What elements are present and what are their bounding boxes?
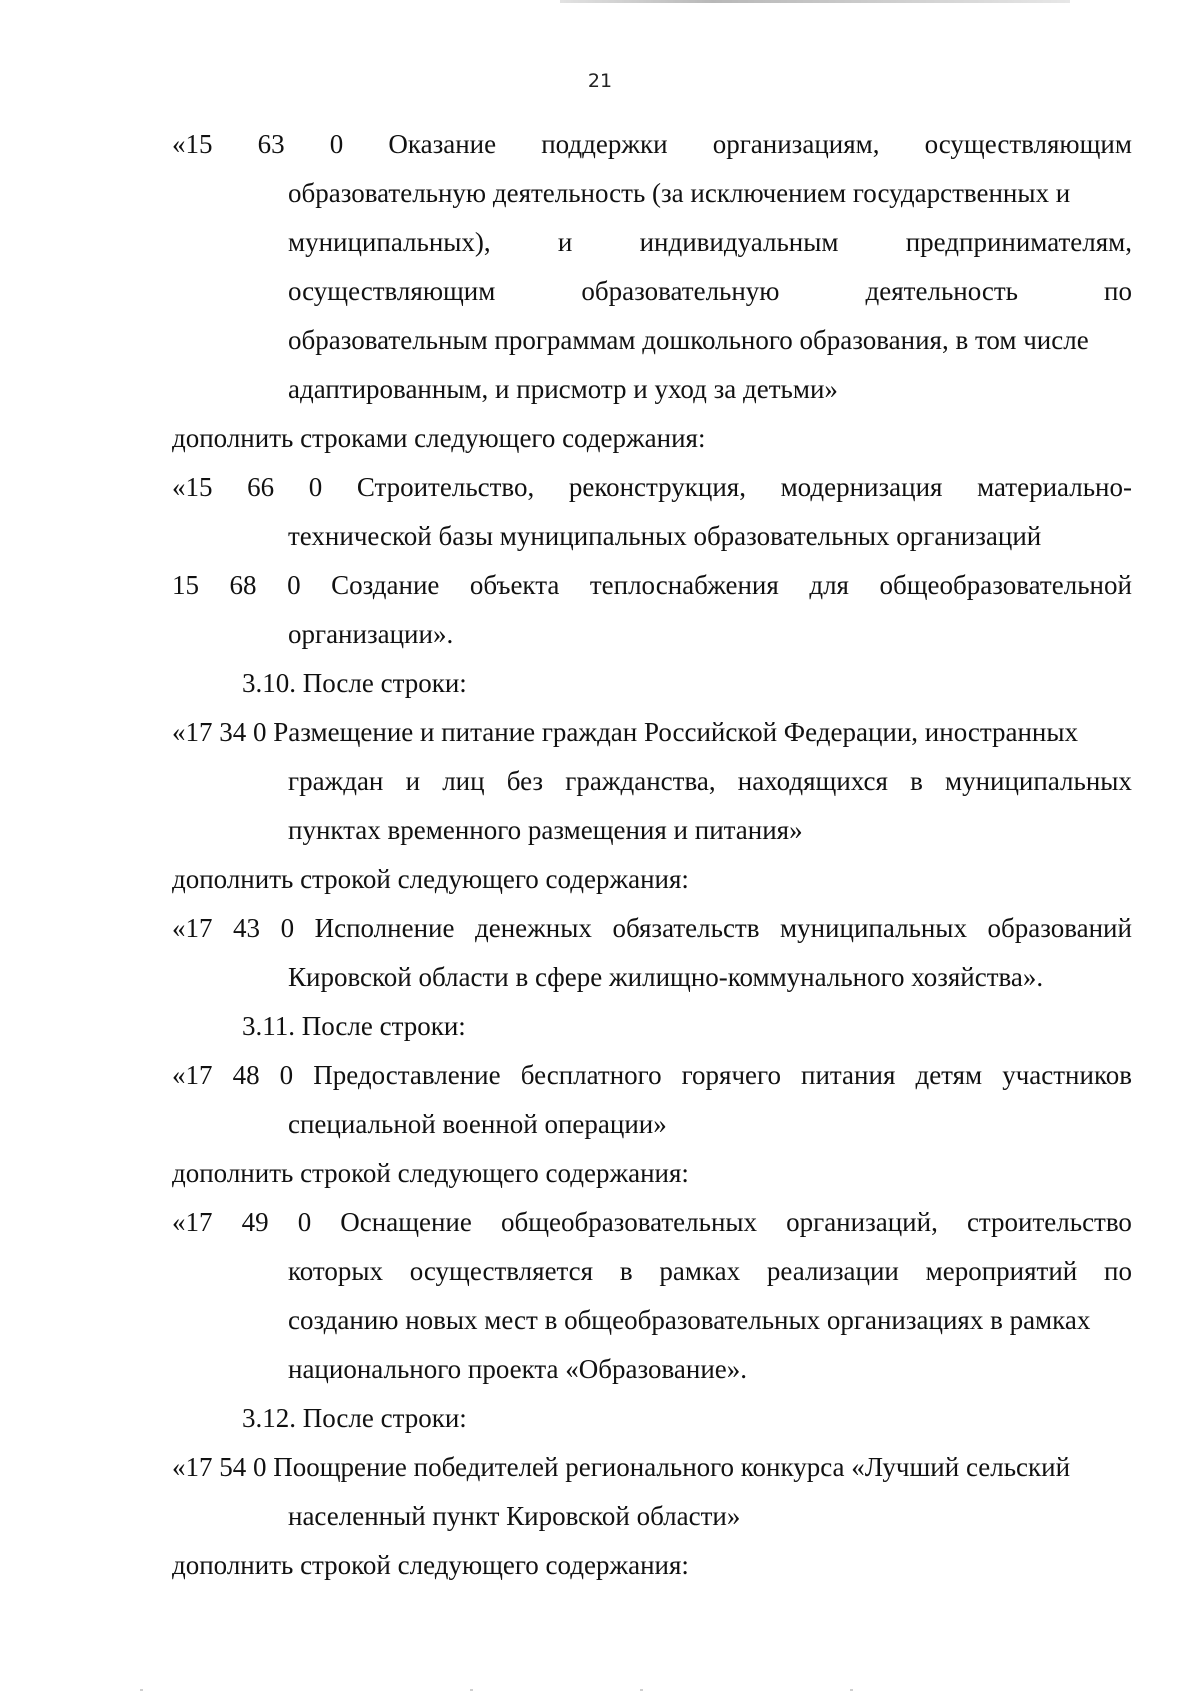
scan-speck (140, 1689, 143, 1691)
word: модернизация (780, 472, 943, 502)
line-29: населенный пункт Кировской области» (288, 1501, 741, 1531)
line-5: образовательным программам дошкольного образования, в том числе (288, 325, 1089, 355)
line-21: специальной военной операции» (288, 1109, 667, 1139)
line-15: пунктах временного размещения и питания» (288, 815, 803, 845)
line-11: организации». (288, 619, 454, 649)
scan-speck (470, 1689, 473, 1691)
word: рамках (659, 1256, 741, 1286)
word: «17 (172, 1207, 213, 1237)
word: граждан (288, 766, 384, 796)
word: Оказание (388, 129, 497, 159)
word: предпринимателям, (905, 227, 1132, 257)
word: детям (915, 1060, 983, 1090)
page-number: 21 (587, 70, 613, 92)
word: без (506, 766, 544, 796)
word: участников (1002, 1060, 1132, 1090)
scan-bottom-artifact (0, 1689, 1200, 1693)
word: гражданства, (565, 766, 716, 796)
word: 48 (232, 1060, 260, 1090)
word: 0 (329, 129, 344, 159)
line-13: «17 34 0 Размещение и питание граждан Российской Федерации, иностранных (172, 717, 1079, 747)
line-14 (288, 757, 1132, 806)
word: образований (987, 913, 1132, 943)
word: 0 (287, 570, 301, 600)
word: и (405, 766, 421, 796)
word: «15 (172, 472, 213, 502)
word: муниципальных), (288, 227, 491, 257)
line-1 (172, 120, 1132, 169)
word: 0 (280, 913, 295, 943)
line-19: 3.11. После строки: (242, 1011, 466, 1041)
word: реализации (766, 1256, 899, 1286)
word: Создание (331, 570, 440, 600)
word: организациям, (712, 129, 880, 159)
line-4 (288, 267, 1132, 316)
line-30: дополнить строкой следующего содержания: (172, 1550, 689, 1580)
word: 0 (279, 1060, 294, 1090)
word: и (557, 227, 573, 257)
word: муниципальных (780, 913, 967, 943)
word: осуществляется (409, 1256, 594, 1286)
line-22: дополнить строкой следующего содержания: (172, 1158, 689, 1188)
line-23 (172, 1198, 1132, 1247)
word: Исполнение (314, 913, 455, 943)
document-body (172, 120, 1132, 1590)
word: мероприятий (925, 1256, 1078, 1286)
word: образовательную (581, 276, 780, 306)
word: «15 (172, 129, 213, 159)
line-9: технической базы муниципальных образовательных организаций (288, 521, 1042, 551)
line-3 (288, 218, 1132, 267)
word: в (910, 766, 923, 796)
word: денежных (475, 913, 592, 943)
word: общеобразовательной (879, 570, 1132, 600)
word: материально- (977, 472, 1132, 502)
word: которых (288, 1256, 383, 1286)
line-24 (288, 1247, 1132, 1296)
line-2: образовательную деятельность (за исключением государственных и (288, 178, 1071, 208)
word: 0 (308, 472, 323, 502)
line-27: 3.12. После строки: (242, 1403, 467, 1433)
word: бесплатного (520, 1060, 662, 1090)
word: осуществляющим (924, 129, 1132, 159)
line-8 (172, 463, 1132, 512)
word: «17 (172, 1060, 213, 1090)
word: поддержки (541, 129, 668, 159)
line-25: созданию новых мест в общеобразовательных организациях в рамках (288, 1305, 1091, 1335)
word: 66 (247, 472, 275, 502)
line-20 (172, 1051, 1132, 1100)
word: горячего (681, 1060, 781, 1090)
word: объекта (469, 570, 560, 600)
word: Оснащение (340, 1207, 472, 1237)
line-17 (172, 904, 1132, 953)
word: «17 (172, 913, 213, 943)
word: муниципальных (945, 766, 1132, 796)
word: питания (801, 1060, 896, 1090)
word: 49 (241, 1207, 269, 1237)
word: по (1104, 276, 1132, 306)
line-10 (172, 561, 1132, 610)
line-26: национального проекта «Образование». (288, 1354, 748, 1384)
line-18: Кировской области в сфере жилищно-коммунального хозяйства». (288, 962, 1044, 992)
word: теплоснабжения (589, 570, 779, 600)
word: 0 (297, 1207, 312, 1237)
scan-speck (850, 1689, 853, 1691)
line-16: дополнить строкой следующего содержания: (172, 864, 689, 894)
word: обязательств (612, 913, 760, 943)
word: Предоставление (313, 1060, 501, 1090)
word: строительство (966, 1207, 1132, 1237)
word: 15 (172, 570, 199, 600)
word: Строительство, (356, 472, 535, 502)
word: 63 (257, 129, 285, 159)
word: общеобразовательных (500, 1207, 758, 1237)
word: для (809, 570, 849, 600)
word: осуществляющим (288, 276, 496, 306)
word: находящихся (737, 766, 888, 796)
word: 43 (233, 913, 261, 943)
line-7: дополнить строками следующего содержания: (172, 423, 706, 453)
line-28: «17 54 0 Поощрение победителей регионального конкурса «Лучший сельский (172, 1452, 1071, 1482)
word: индивидуальным (639, 227, 839, 257)
word: лиц (442, 766, 485, 796)
word: организаций, (786, 1207, 938, 1237)
line-12: 3.10. После строки: (242, 668, 467, 698)
word: в (619, 1256, 633, 1286)
word: деятельность (865, 276, 1018, 306)
word: 68 (229, 570, 257, 600)
scan-speck (640, 1689, 643, 1691)
line-6: адаптированным, и присмотр и уход за детьми» (288, 374, 838, 404)
word: реконструкция, (568, 472, 746, 502)
word: по (1104, 1256, 1132, 1286)
scan-edge-artifact (560, 0, 1070, 3)
